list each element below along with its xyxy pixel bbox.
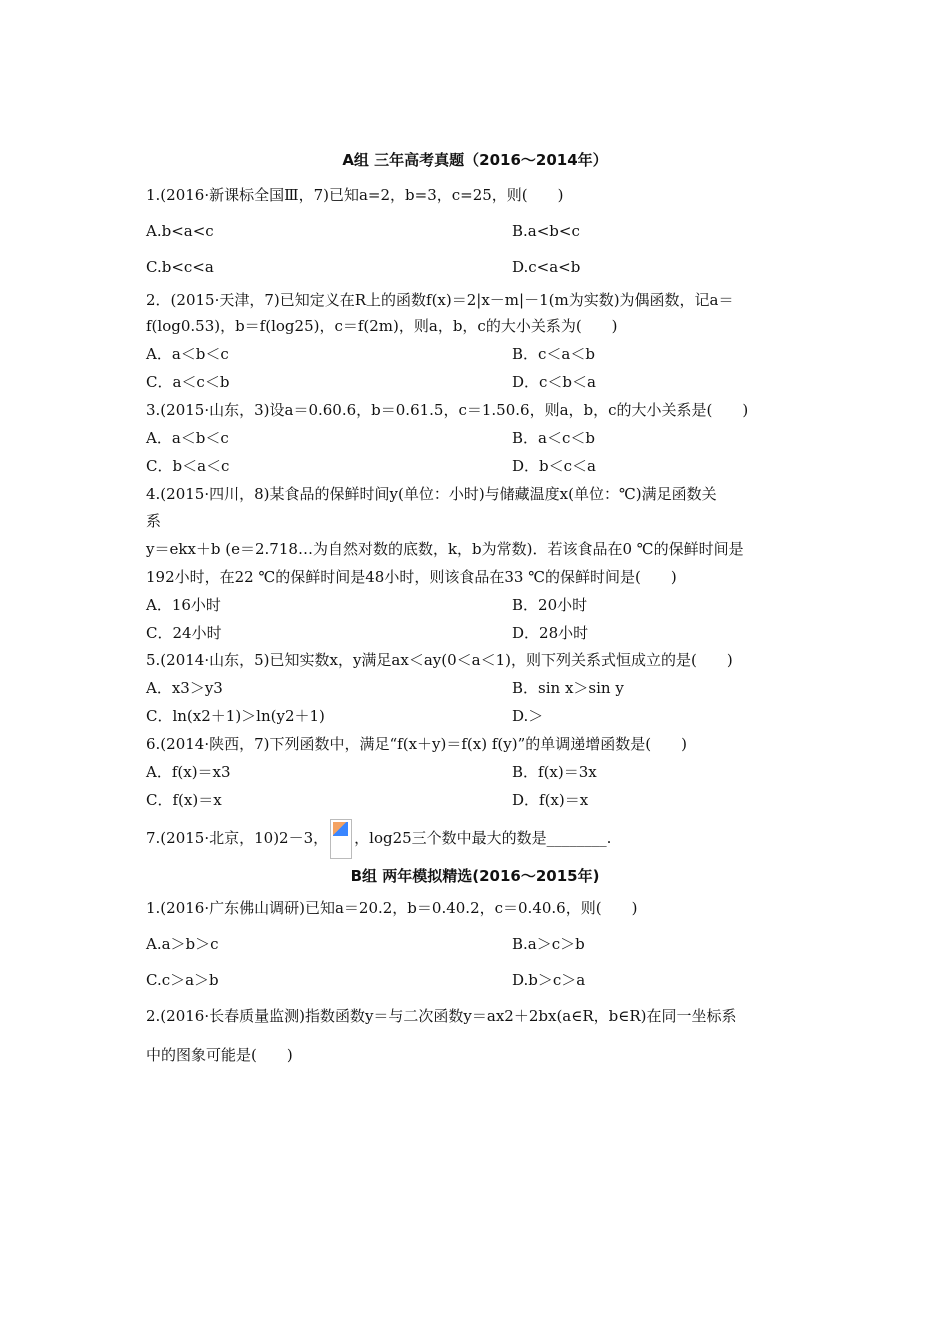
- question-b2-line2: 中的图象可能是( ): [146, 1046, 293, 1064]
- option-a1-a: A.b<a<c: [146, 222, 214, 240]
- option-a2-c: C．a＜c＜b: [146, 373, 230, 391]
- question-a2-line2: f(log0.53)，b＝f(log25)，c＝f(2m)，则a，b，c的大小关系为( ): [146, 317, 618, 335]
- option-a6-d: D．f(x)＝x: [512, 791, 589, 809]
- question-b1: 1.(2016·广东佛山调研)已知a＝20.2，b＝0.40.2，c＝0.40.6，则( ): [146, 899, 638, 917]
- question-a4-line1: 4.(2015·四川，8)某食品的保鲜时间y(单位：小时)与储藏温度x(单位：℃)满足函数关: [146, 485, 717, 503]
- option-a1-d: D.c<a<b: [512, 258, 581, 276]
- option-a4-c: C．24小时: [146, 624, 222, 642]
- option-b1-d: D.b＞c＞a: [512, 971, 586, 989]
- option-a5-d: D.＞: [512, 707, 544, 725]
- option-a2-b: B．c＜a＜b: [512, 345, 595, 363]
- question-a4-line4: 192小时，在22 ℃的保鲜时间是48小时，则该食品在33 ℃的保鲜时间是( ): [146, 568, 677, 586]
- option-a1-b: B.a<b<c: [512, 222, 580, 240]
- question-b2-line1: 2.(2016·长春质量监测)指数函数y＝与二次函数y＝ax2＋2bx(a∈R，b∈R)在同一坐标系: [146, 1007, 737, 1025]
- option-a6-b: B．f(x)＝3x: [512, 763, 597, 781]
- question-a6: 6.(2014·陕西，7)下列函数中，满足“f(x＋y)＝f(x) f(y)”的单调递增函数是( ): [146, 735, 687, 753]
- option-a2-a: A．a＜b＜c: [146, 345, 229, 363]
- option-a3-c: C．b＜a＜c: [146, 457, 230, 475]
- option-a6-c: C．f(x)＝x: [146, 791, 222, 809]
- question-a2-line1: 2．(2015·天津，7)已知定义在R上的函数f(x)＝2|x－m|－1(m为实数)为偶函数，记a＝: [146, 291, 734, 309]
- option-a4-d: D．28小时: [512, 624, 589, 642]
- question-a1: 1.(2016·新课标全国Ⅲ，7)已知a=2，b=3，c=25，则( ): [146, 186, 564, 204]
- option-a4-b: B．20小时: [512, 596, 588, 614]
- section-b-title: B组 两年模拟精选(2016～2015年): [350, 867, 600, 885]
- question-a7-before: 7.(2015·北京，10)2－3，: [146, 829, 329, 847]
- question-a7-after: ，log25三个数中最大的数是________.: [354, 829, 612, 847]
- option-a5-a: A．x3＞y3: [146, 679, 223, 697]
- option-b1-c: C.c＞a＞b: [146, 971, 219, 989]
- option-b1-a: A.a＞b＞c: [146, 935, 219, 953]
- question-a7: [146, 818, 611, 859]
- option-a5-b: B．sin x＞sin y: [512, 679, 624, 697]
- option-a1-c: C.b<c<a: [146, 258, 214, 276]
- option-a2-d: D．c＜b＜a: [512, 373, 596, 391]
- option-a3-b: B．a＜c＜b: [512, 429, 595, 447]
- option-a3-a: A．a＜b＜c: [146, 429, 229, 447]
- option-b1-b: B.a＞c＞b: [512, 935, 585, 953]
- option-a5-c: C．ln(x2＋1)＞ln(y2＋1): [146, 707, 325, 725]
- option-a4-a: A．16小时: [146, 596, 221, 614]
- section-a-title: A组 三年高考真题（2016～2014年）: [342, 151, 608, 169]
- broken-image-icon: [330, 819, 352, 859]
- question-a3: 3.(2015·山东，3)设a＝0.60.6，b＝0.61.5，c＝1.50.6，则a，b，c的大小关系是( ): [146, 401, 749, 419]
- question-a4-line3: y＝ekx＋b (e＝2.718…为自然对数的底数，k，b为常数)．若该食品在0 ℃的保鲜时间是: [146, 540, 744, 558]
- option-a3-d: D．b＜c＜a: [512, 457, 596, 475]
- option-a6-a: A．f(x)＝x3: [146, 763, 231, 781]
- question-a4-line2: 系: [146, 512, 162, 530]
- question-a5: 5.(2014·山东，5)已知实数x，y满足ax＜ay(0＜a＜1)，则下列关系式恒成立的是( ): [146, 651, 733, 669]
